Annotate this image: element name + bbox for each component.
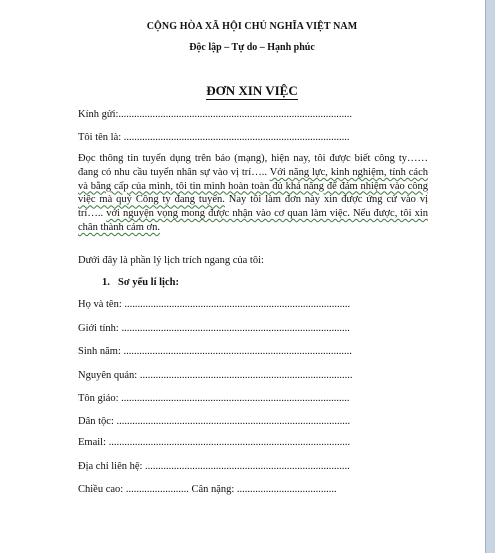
section-heading [102,276,179,289]
field-sinh-nam[interactable]: Sinh năm: ....................................................................................... [78,346,352,357]
field-nguyen-quan[interactable]: Nguyên quán: ................................................................................. [78,370,353,381]
intro-list-text: Dưới đây là phần lý lịch trích ngang của tôi: [78,255,264,266]
field-dan-toc[interactable]: Dân tộc: ......................................................................................... [78,416,351,427]
paragraph-part-1: Đọc thông tin tuyển dụng trên báo (mạng), hiện nay, tôi được biết công ty…… đang có nhu cầu tuyển nhân sự vào vị trí….. [78,153,428,178]
field-kinh-gui[interactable]: Kính gửi:......................................................................................... [78,109,353,120]
paragraph-part-2: Với năng lực, kinh nghiệm, tính cách và bằng cấp của mình, tôi tin mình hoàn toàn đủ khả năng để đảm nhiệm vào công việc mà quý Công ty đang tuyển. [78,166,428,206]
paragraph-part-3: Nay tôi làm đơn này xin được ứng cử vào vị trí….. [78,194,428,220]
field-ten-la[interactable]: Tôi tên là: ...................................................................................... [78,132,350,143]
vertical-scrollbar[interactable] [485,0,495,553]
document-title-text: ĐƠN XIN VIỆC [206,83,298,98]
field-email[interactable]: Email: ............................................................................................ [78,437,351,448]
field-ton-giao[interactable]: Tôn giáo: ....................................................................................... [78,393,350,404]
field-ho-ten[interactable]: Họ và tên: ...................................................................................... [78,299,351,310]
field-dia-chi[interactable]: Địa chỉ liên hệ: .............................................................................. [78,461,350,472]
section-label: Sơ yếu lí lịch: [118,277,179,288]
document-title [78,84,426,97]
section-number: 1. [102,277,110,288]
field-gioi-tinh[interactable]: Giới tính: ....................................................................................... [78,323,350,334]
national-motto: Độc lập – Tự do – Hạnh phúc [189,42,315,53]
field-chieu-cao-can-nang[interactable]: Chiều cao: ........................ Cân nặng: ...................................... [78,484,337,495]
cover-paragraph[interactable] [78,152,428,235]
paragraph-part-4: với nguyện vọng mong được nhận vào cơ quan làm việc. Nếu được, tôi xin chân thành cảm ơn. [78,208,428,233]
national-title: CỘNG HÒA XÃ HỘI CHỦ NGHĨA VIỆT NAM [146,21,358,32]
